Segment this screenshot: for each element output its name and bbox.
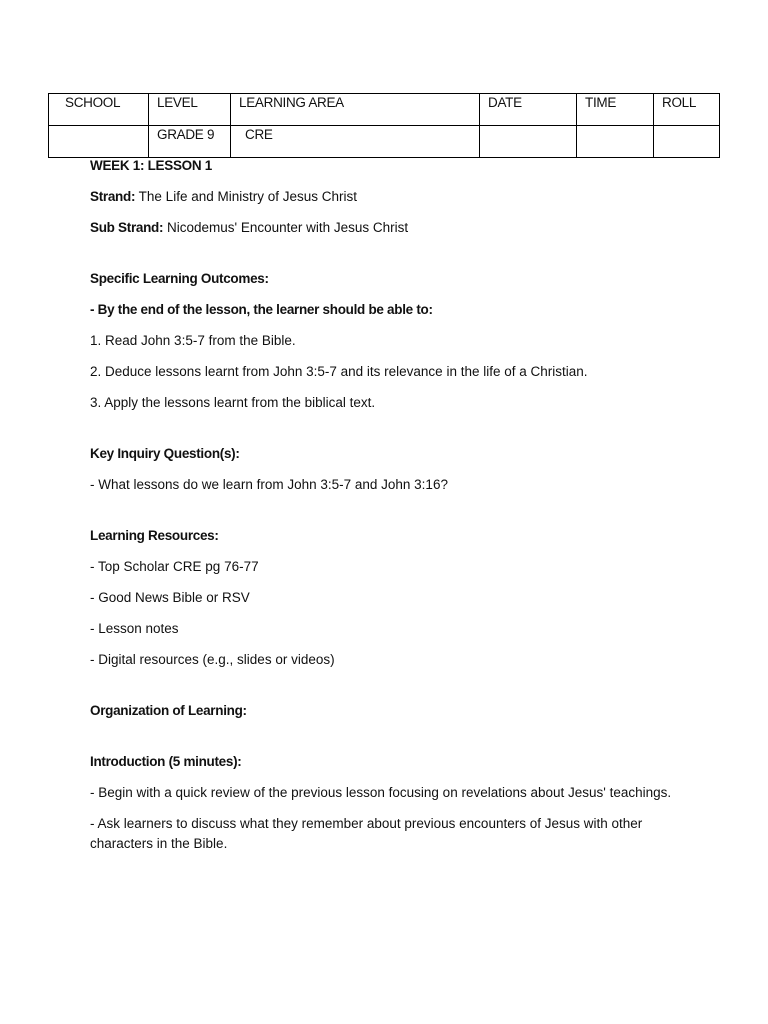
sub-strand-line [90, 218, 690, 238]
resource-item: - Lesson notes [90, 621, 179, 636]
header-value-learning-area-text: CRE [245, 127, 273, 142]
strand-value: The Life and Ministry of Jesus Christ [138, 189, 358, 204]
header-values-row [49, 126, 720, 158]
week-lesson-title: WEEK 1: LESSON 1 [90, 158, 212, 173]
outcomes-intro: - By the end of the lesson, the learner should be able to: [90, 302, 433, 317]
spacer [90, 506, 690, 526]
header-label-learning-area: LEARNING AREA [231, 94, 480, 126]
sub-strand-value: Nicodemus' Encounter with Jesus Christ [166, 220, 409, 235]
spacer [90, 732, 690, 752]
header-value-school [49, 126, 149, 158]
header-labels-row [49, 94, 720, 126]
outcomes-heading: Specific Learning Outcomes: [90, 271, 269, 286]
inquiry-item: - What lessons do we learn from John 3:5-7 and John 3:16? [90, 477, 448, 492]
strand-label: Strand: [90, 189, 136, 204]
resources-heading: Learning Resources: [90, 528, 219, 543]
outcome-item: 2. Deduce lessons learnt from John 3:5-7 and its relevance in the life of a Christian. [90, 364, 588, 379]
resource-item: - Top Scholar CRE pg 76-77 [90, 559, 259, 574]
header-value-time [577, 126, 654, 158]
header-value-roll [654, 126, 720, 158]
header-value-learning-area [231, 126, 480, 158]
introduction-heading: Introduction (5 minutes): [90, 754, 242, 769]
outcome-item: 1. Read John 3:5-7 from the Bible. [90, 333, 296, 348]
introduction-item: - Ask learners to discuss what they remember about previous encounters of Jesus with other characters in the Bible. [90, 816, 643, 851]
spacer [90, 681, 690, 701]
header-label-roll: ROLL [654, 94, 720, 126]
introduction-item: - Begin with a quick review of the previous lesson focusing on revelations about Jesus' teachings. [90, 785, 672, 800]
lesson-content [90, 156, 690, 865]
header-label-level: LEVEL [149, 94, 231, 126]
sub-strand-label: Sub Strand: [90, 220, 164, 235]
header-value-level: GRADE 9 [149, 126, 231, 158]
spacer [90, 424, 690, 444]
header-label-school: SCHOOL [49, 94, 149, 126]
resource-item: - Good News Bible or RSV [90, 590, 250, 605]
strand-line [90, 187, 690, 207]
resource-item: - Digital resources (e.g., slides or videos) [90, 652, 335, 667]
header-label-date: DATE [480, 94, 577, 126]
inquiry-heading: Key Inquiry Question(s): [90, 446, 240, 461]
outcome-item: 3. Apply the lessons learnt from the biblical text. [90, 395, 376, 410]
lesson-header-table [48, 93, 720, 158]
organization-heading: Organization of Learning: [90, 703, 247, 718]
header-label-time: TIME [577, 94, 654, 126]
header-value-date [480, 126, 577, 158]
spacer [90, 249, 690, 269]
